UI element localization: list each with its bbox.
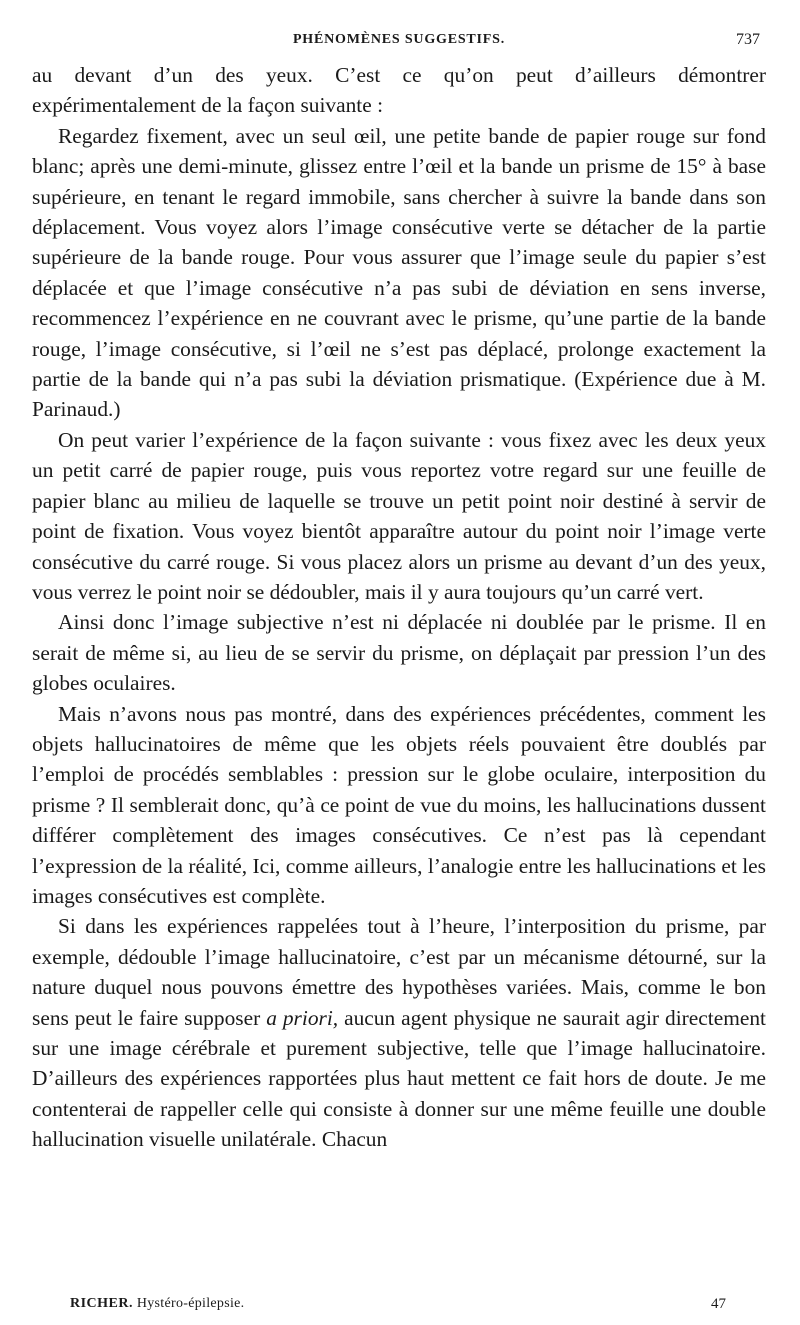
page-footer bbox=[70, 1294, 726, 1314]
footer-book-title: Hystéro-épilepsie. bbox=[136, 1296, 245, 1311]
footer-signature bbox=[70, 1294, 244, 1314]
running-title: PHÉNOMÈNES SUGGESTIFS. bbox=[292, 32, 506, 47]
sheet-number: 47 bbox=[711, 1296, 726, 1312]
paragraph-text: Si dans les expériences rappelées tout à l’heure, l’interposition du prisme, par exemple, dédouble l’image hallucinatoire, c’est par un mécanisme détourné, sur la nature duquel nous pouvons émettre des hypothèses variées. Mais, comme le bon sens peut le faire supposer bbox=[32, 914, 766, 1030]
paragraph: Regardez fixement, avec un seul œil, une petite bande de papier rouge sur fond blanc; après une demi-minute, glissez entre l’œil et la bande un prisme de 15° à base supérieure, en tenant le regard immobile, sans chercher à suivre la bande dans son déplacement. Vous voyez alors l’image consécutive verte se détacher de la partie supérieure de la bande rouge. Pour vous assurer que l’image seule du papier s’est déplacée et que l’image consécutive n’a pas subi de déviation en sens inverse, recommencez l’expérience en ne couvrant avec le prisme, qu’une partie de la bande rouge, l’image consécutive, si l’œil ne s’est pas déplacé, prolonge exactement la partie de la bande qui n’a pas subi la déviation prismatique. (Expérience due à M. Parinaud.) bbox=[32, 123, 766, 422]
footer-author: RICHER. bbox=[70, 1296, 134, 1311]
body-text bbox=[32, 60, 766, 1155]
paragraph: On peut varier l’expérience de la façon suivante : vous fixez avec les deux yeux un petit carré de papier rouge, puis vous reportez votre regard sur une feuille de papier blanc au milieu de laquelle se trouve un petit point noir destiné à servir de point de fixation. Vous voyez bientôt apparaître autour du point noir l’image verte consécutive du carré rouge. Si vous placez alors un prisme au devant d’un des yeux, vous verrez le point noir se dédoubler, mais il y aura toujours qu’un carré vert. bbox=[32, 427, 766, 604]
paragraph: au devant d’un des yeux. C’est ce qu’on peut d’ailleurs démontrer expérimentalement de la façon suivante : bbox=[32, 63, 766, 118]
page-number: 737 bbox=[736, 31, 760, 48]
paragraph: Mais n’avons nous pas montré, dans des expériences précédentes, comment les objets hallucinatoires de même que les objets réels pouvaient être doublés par l’emploi de procédés semblables : pression sur le globe oculaire, interposition du prisme ? Il semblerait donc, qu’à ce point de vue du moins, les hallucinations dussent différer complètement des images consécutives. Ce n’est pas là cependant l’expression de la réalité, Ici, comme ailleurs, l’analogie entre les hallucinations et les images consécutives est complète. bbox=[32, 701, 766, 908]
paragraph-text: aucun agent physique ne saurait agir directement sur une image cérébrale et purement subjective, telle que l’image hallucinatoire. D’ailleurs des expériences rapportées plus haut mettent ce fait hors de doute. Je me contenterai de rappeller celle qui consiste à donner sur une même feuille une double hallucination visuelle unilatérale. Chacun bbox=[32, 1005, 766, 1152]
italic-phrase: a priori, bbox=[266, 1005, 339, 1030]
paragraph: Ainsi donc l’image subjective n’est ni déplacée ni doublée par le prisme. Il en serait de même si, au lieu de se servir du prisme, on déplaçait par pression l’un des globes oculaires. bbox=[32, 610, 766, 696]
paragraph-last bbox=[32, 911, 766, 1154]
running-head bbox=[32, 28, 766, 52]
